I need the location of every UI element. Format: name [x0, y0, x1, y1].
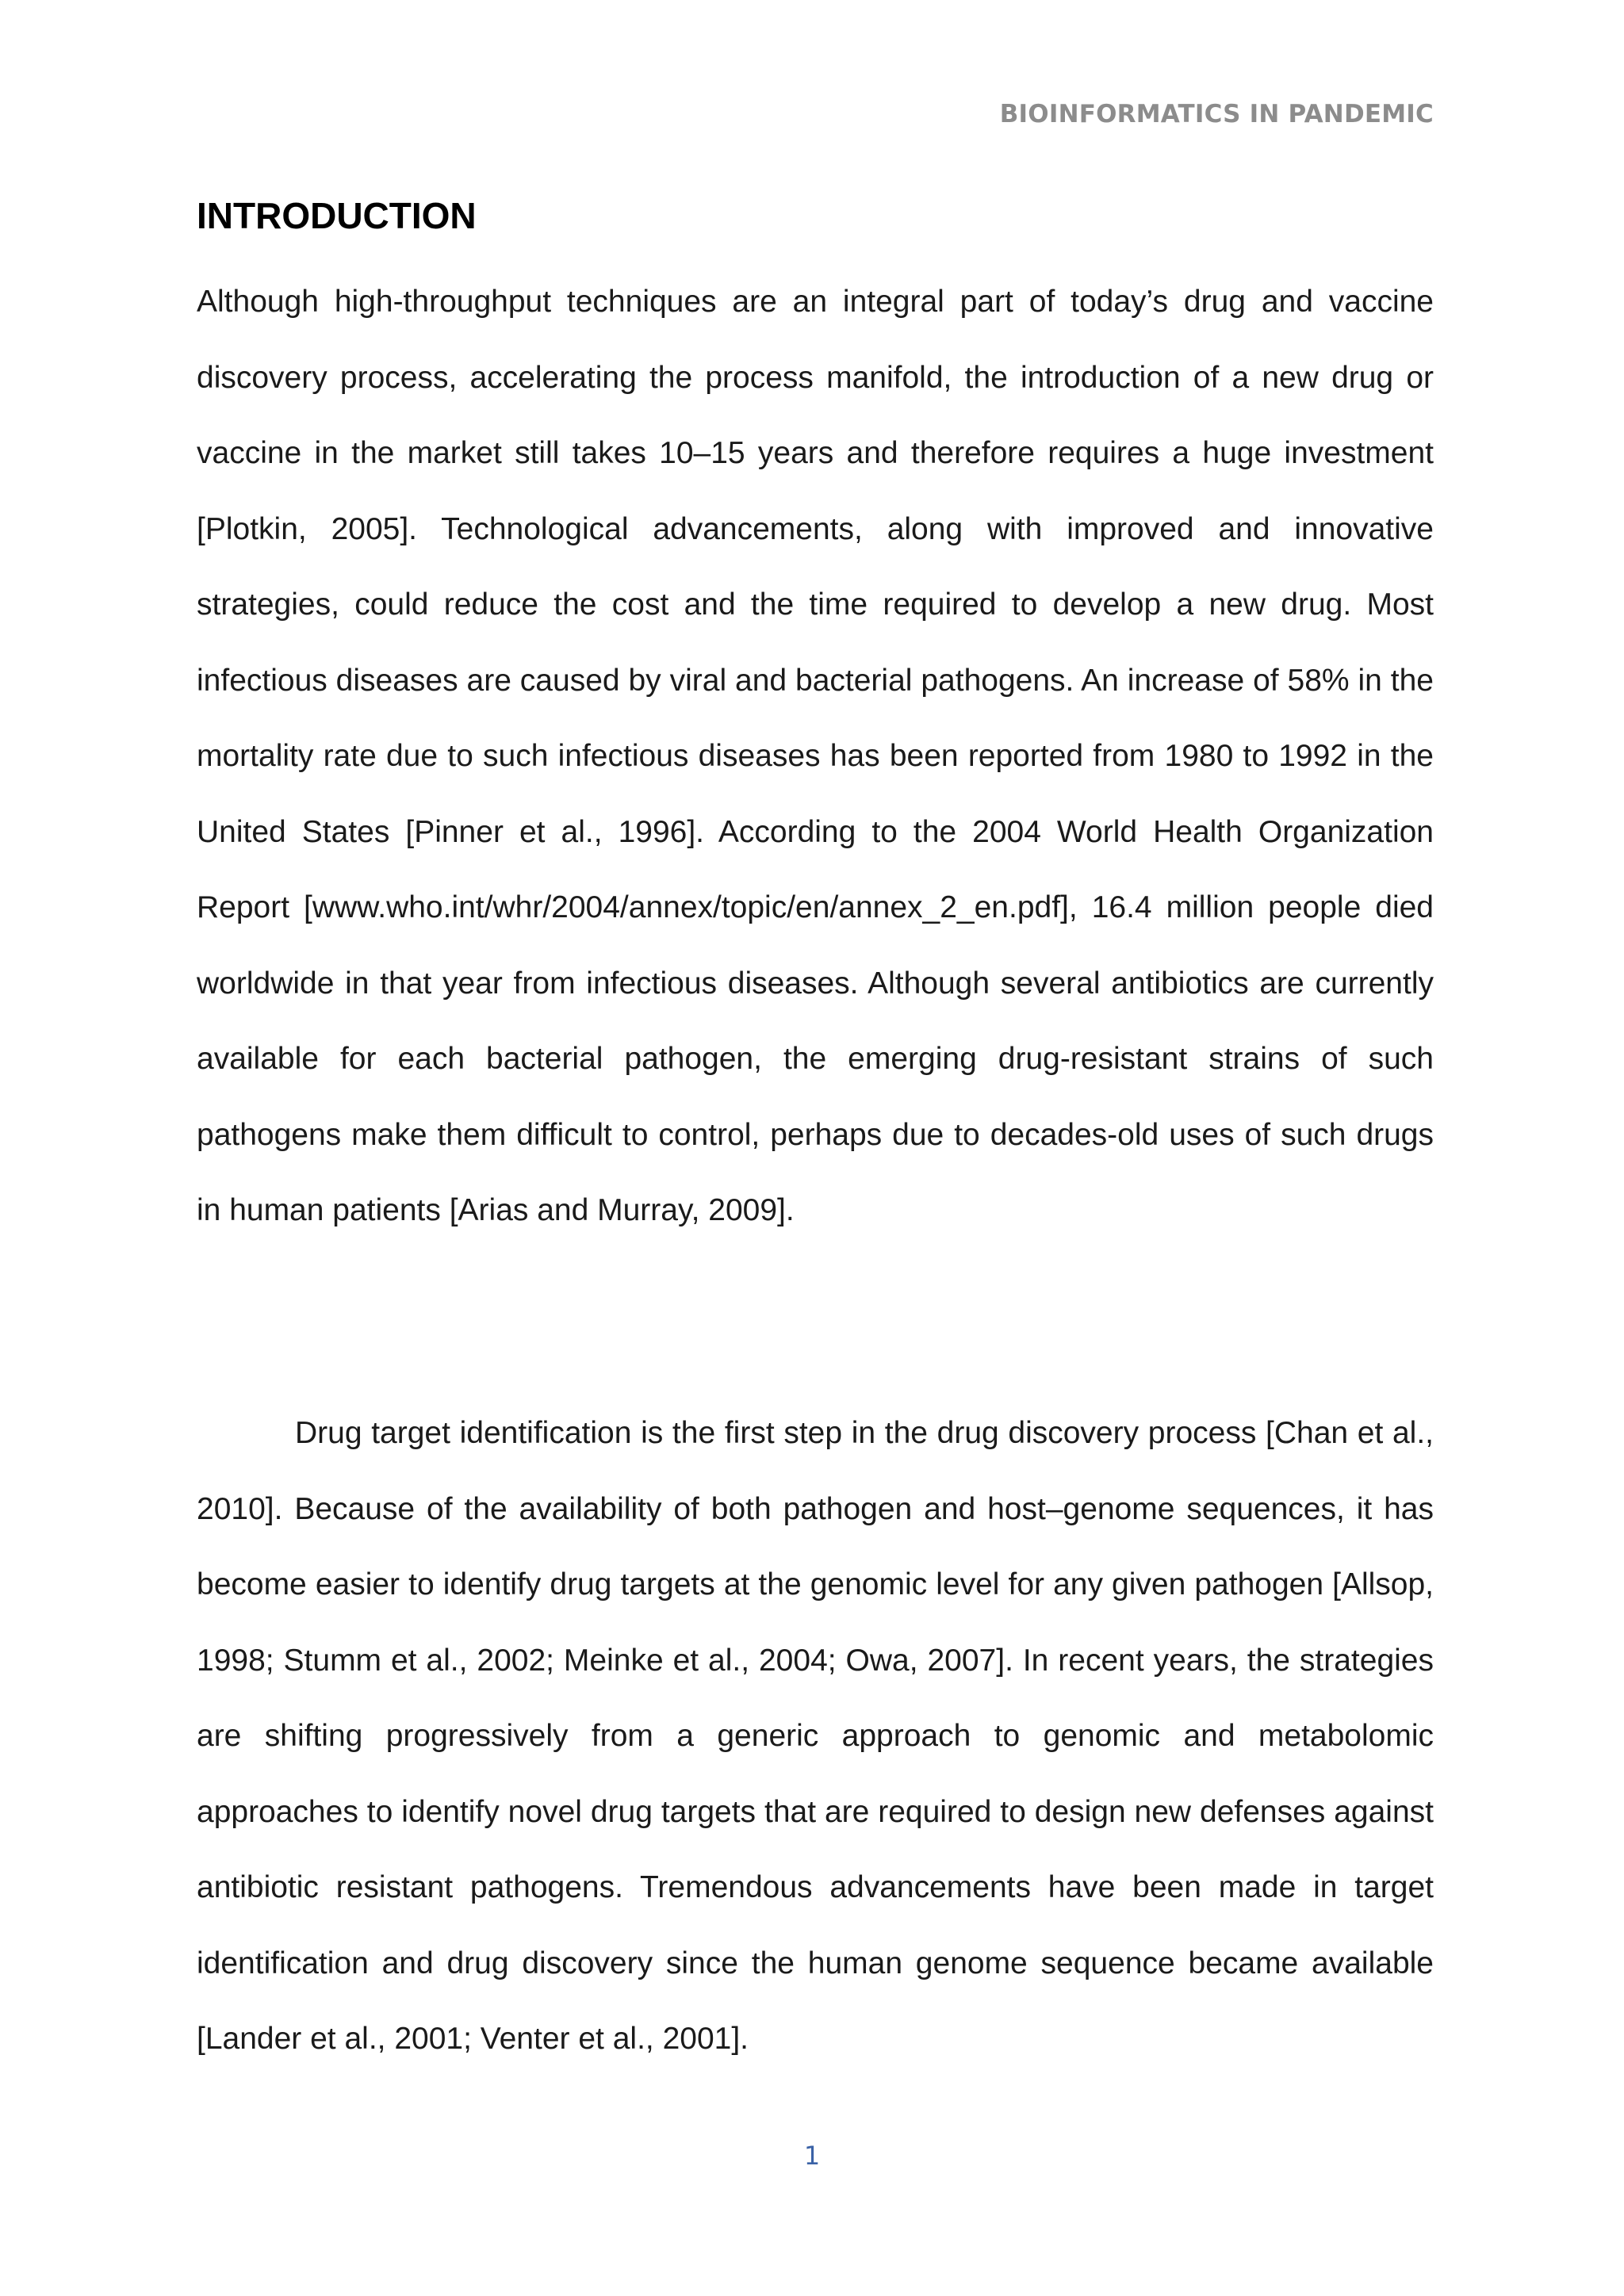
- body-paragraph-2: Drug target identification is the first step in the drug discovery process [Chan et al., 2010]. Because of the availability of both pathogen and host–genome sequences, it has become easier to identify drug targets at the genomic level for any given pathogen [Allsop, 1998; Stumm et al., 2002; Meinke et al., 2004; Owa, 2007]. In recent years, the strategies are shifting progressively from a generic approach to genomic and metabolomic approaches to identify novel drug targets that are required to design new defenses against antibiotic resistant pathogens. Tremendous advancements have been made in target identification and drug discovery since the human genome sequence became available [Lander et al., 2001; Venter et al., 2001].: [197, 1416, 1434, 2056]
- page-number: 1: [803, 2141, 821, 2171]
- body-paragraph-1: Although high-throughput techniques are an integral part of today’s drug and vaccine discovery process, accelerating the process manifold, the introduction of a new drug or vaccine in the market still takes 10–15 years and therefore requires a huge investment [Plotkin, 2005]. Technological advancements, along with improved and innovative strategies, could reduce the cost and the time required to develop a new drug. Most infectious diseases are caused by viral and bacterial pathogens. An increase of 58% in the mortality rate due to such infectious diseases has been reported from 1980 to 1992 in the United States [Pinner et al., 1996]. According to the 2004 World Health Organization Report [www.who.int/whr/2004/annex/topic/en/annex_2_en.pdf], 16.4 million people died worldwide in that year from infectious diseases. Although several antibiotics are currently available for each bacterial pathogen, the emerging drug-resistant strains of such pathogens make them difficult to control, perhaps due to decades-old uses of such drugs in human patients [Arias and Murray, 2009].: [197, 285, 1434, 1227]
- section-heading: INTRODUCTION: [197, 195, 477, 236]
- running-header: BIOINFORMATICS IN PANDEMIC: [999, 100, 1434, 128]
